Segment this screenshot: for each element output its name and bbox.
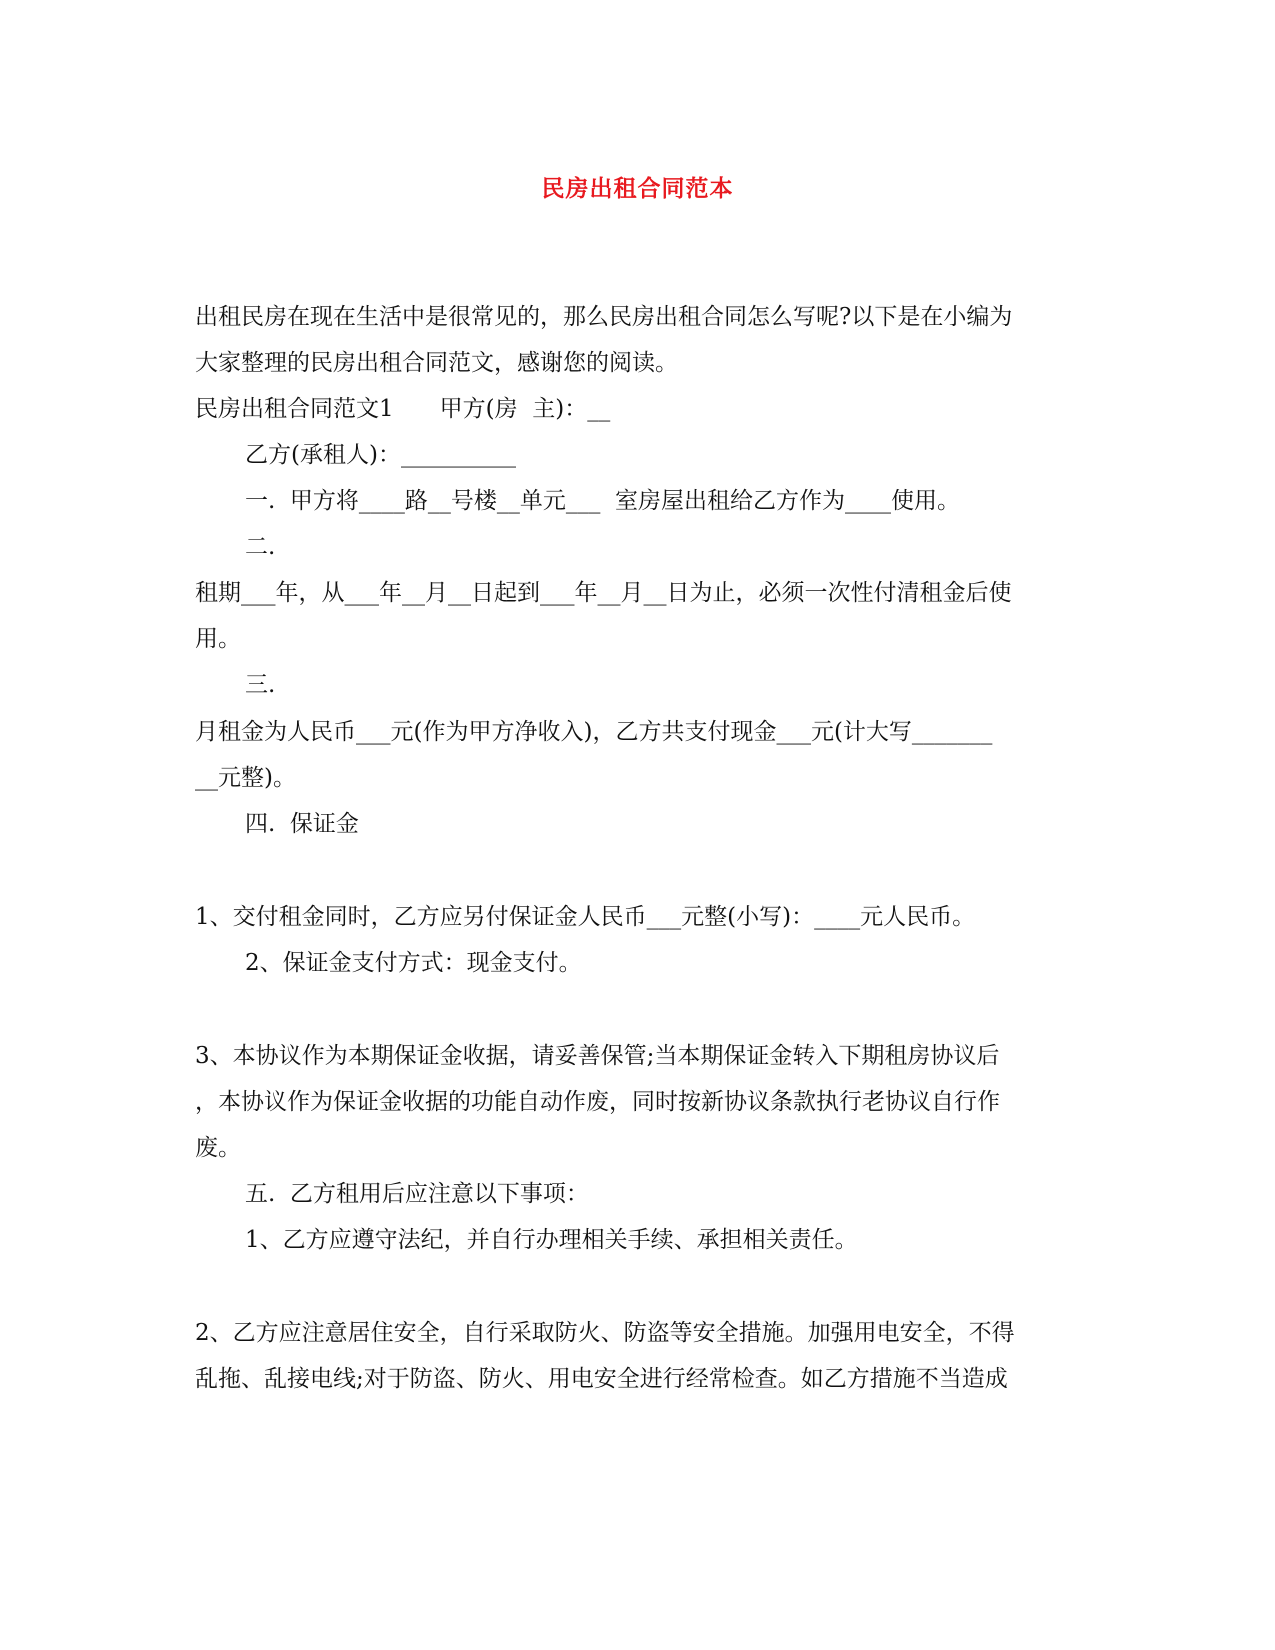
paragraph-line: 1、乙方应遵守法纪，并自行办理相关手续、承担相关责任。: [245, 1227, 858, 1253]
paragraph-line: 二.: [245, 534, 276, 560]
paragraph-line: 3、本协议作为本期保证金收据，请妥善保管;当本期保证金转入下期租房协议后: [195, 1043, 1000, 1069]
paragraph-line: 民房出租合同范文1 甲方(房 主)：__: [195, 396, 611, 422]
paragraph-line: 月租金为人民币___元(作为甲方净收入)，乙方共支付现金___元(计大写_______: [195, 719, 993, 745]
paragraph-line: 一. 甲方将____路__号楼__单元___ 室房屋出租给乙方作为____使用。: [245, 488, 961, 514]
paragraph-line: 租期___年，从___年__月__日起到___年__月__日为止，必须一次性付清租金后使: [195, 580, 1012, 606]
paragraph-line: 大家整理的民房出租合同范文，感谢您的阅读。: [195, 350, 678, 376]
paragraph-line: 乱拖、乱接电线;对于防盗、防火、用电安全进行经常检查。如乙方措施不当造成: [195, 1366, 1008, 1392]
paragraph-line: 四. 保证金: [245, 811, 359, 837]
paragraph-line: 废。: [195, 1135, 241, 1161]
document-title: 民房出租合同范本: [541, 176, 734, 202]
paragraph-line: 2、保证金支付方式：现金支付。: [245, 950, 582, 976]
paragraph-line: 三.: [245, 672, 276, 698]
paragraph-line: 用。: [195, 626, 241, 652]
paragraph-line: 2、乙方应注意居住安全，自行采取防火、防盗等安全措施。加强用电安全，不得: [195, 1320, 1015, 1346]
paragraph-line: 出租民房在现在生活中是很常见的，那么民房出租合同怎么写呢?以下是在小编为: [195, 304, 1013, 330]
paragraph-line: __元整)。: [195, 765, 296, 791]
paragraph-line: ，本协议作为保证金收据的功能自动作废，同时按新协议条款执行老协议自行作: [195, 1089, 1000, 1115]
paragraph-line: 乙方(承租人)：__________: [245, 442, 516, 468]
paragraph-line: 五. 乙方租用后应注意以下事项：: [245, 1181, 589, 1207]
paragraph-line: 1、交付租金同时，乙方应另付保证金人民币___元整(小写)：____元人民币。: [195, 904, 976, 930]
